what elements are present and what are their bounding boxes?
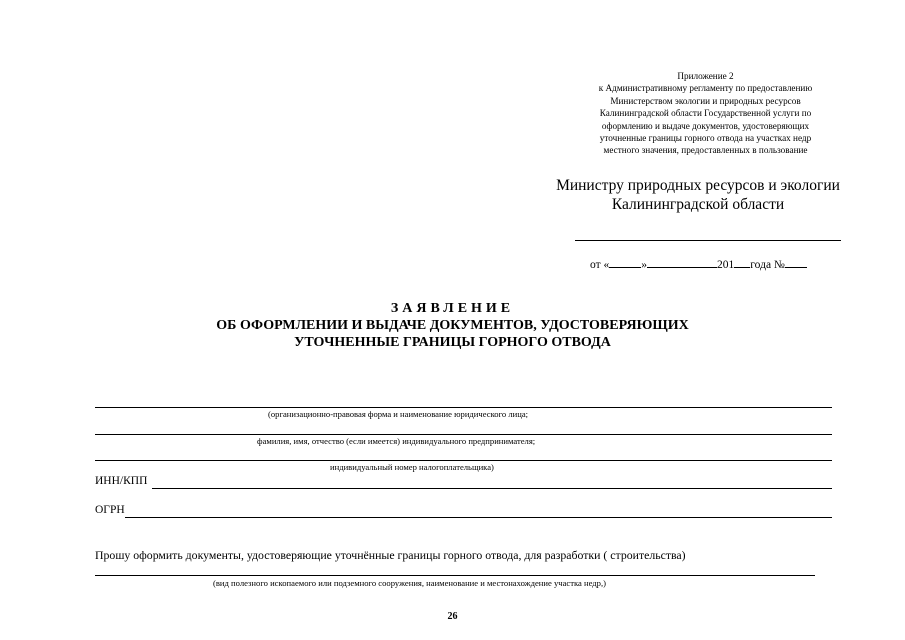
addressee-line-1: Министру природных ресурсов и экологии [556, 177, 840, 194]
mineral-field[interactable] [95, 575, 815, 576]
date-from-label: от « [590, 259, 610, 271]
inn-kpp-label: ИНН/КПП [95, 475, 148, 487]
year-prefix: 201 [717, 259, 735, 271]
document-subtitle-2: УТОЧНЕННЫЕ ГРАНИЦЫ ГОРНОГО ОТВОДА [294, 335, 611, 350]
org-name-field[interactable] [95, 407, 832, 408]
inn-kpp-field[interactable] [152, 488, 832, 489]
person-name-field[interactable] [95, 434, 832, 435]
inn-hint: индивидуальный номер налогоплательщика) [330, 462, 494, 472]
year-field[interactable] [734, 258, 750, 268]
year-suffix-label: года № [750, 259, 785, 271]
page-number: 26 [447, 611, 458, 622]
ogrn-label: ОГРН [95, 504, 125, 516]
org-hint: (организационно-правовая форма и наименование юридического лица; [268, 409, 529, 419]
mineral-hint: (вид полезного ископаемого или подземного сооружения, наименование и местонахождение участка недр,) [213, 578, 606, 588]
appendix-line: к Административному регламенту по предоставлению [598, 83, 813, 94]
inn-number-field[interactable] [95, 460, 832, 461]
ogrn-field[interactable] [125, 517, 832, 518]
document-subtitle-1: ОБ ОФОРМЛЕНИИ И ВЫДАЧЕ ДОКУМЕНТОВ, УДОСТОВЕРЯЮЩИХ [216, 318, 689, 333]
appendix-line: местного значения, предоставленных в пользование [603, 145, 808, 156]
appendix-line: оформлению и выдаче документов, удостоверяющих [601, 120, 810, 131]
addressee [548, 176, 848, 214]
request-text: Прошу оформить документы, удостоверяющие уточнённые границы горного отвода, для разработки ( строительства) [95, 548, 686, 562]
month-field[interactable] [647, 258, 717, 268]
date-close-quote: » [641, 259, 647, 271]
appendix-line: Министерством экологии и природных ресурсов [610, 95, 801, 106]
appendix-note [568, 70, 843, 157]
person-hint: фамилия, имя, отчество (если имеется) индивидуального предпринимателя; [257, 436, 536, 446]
number-field[interactable] [785, 258, 807, 268]
addressee-line-2: Калининградской области [611, 196, 785, 213]
document-title: ЗАЯВЛЕНИЕ [390, 301, 515, 316]
appendix-line: уточненные границы горного отвода на участках недр [599, 133, 812, 144]
sender-line[interactable] [575, 240, 841, 241]
appendix-line: Приложение 2 [677, 71, 734, 81]
date-row [590, 258, 807, 271]
day-field[interactable] [609, 258, 641, 268]
appendix-line: Калининградской области Государственной услуги по [599, 108, 812, 119]
